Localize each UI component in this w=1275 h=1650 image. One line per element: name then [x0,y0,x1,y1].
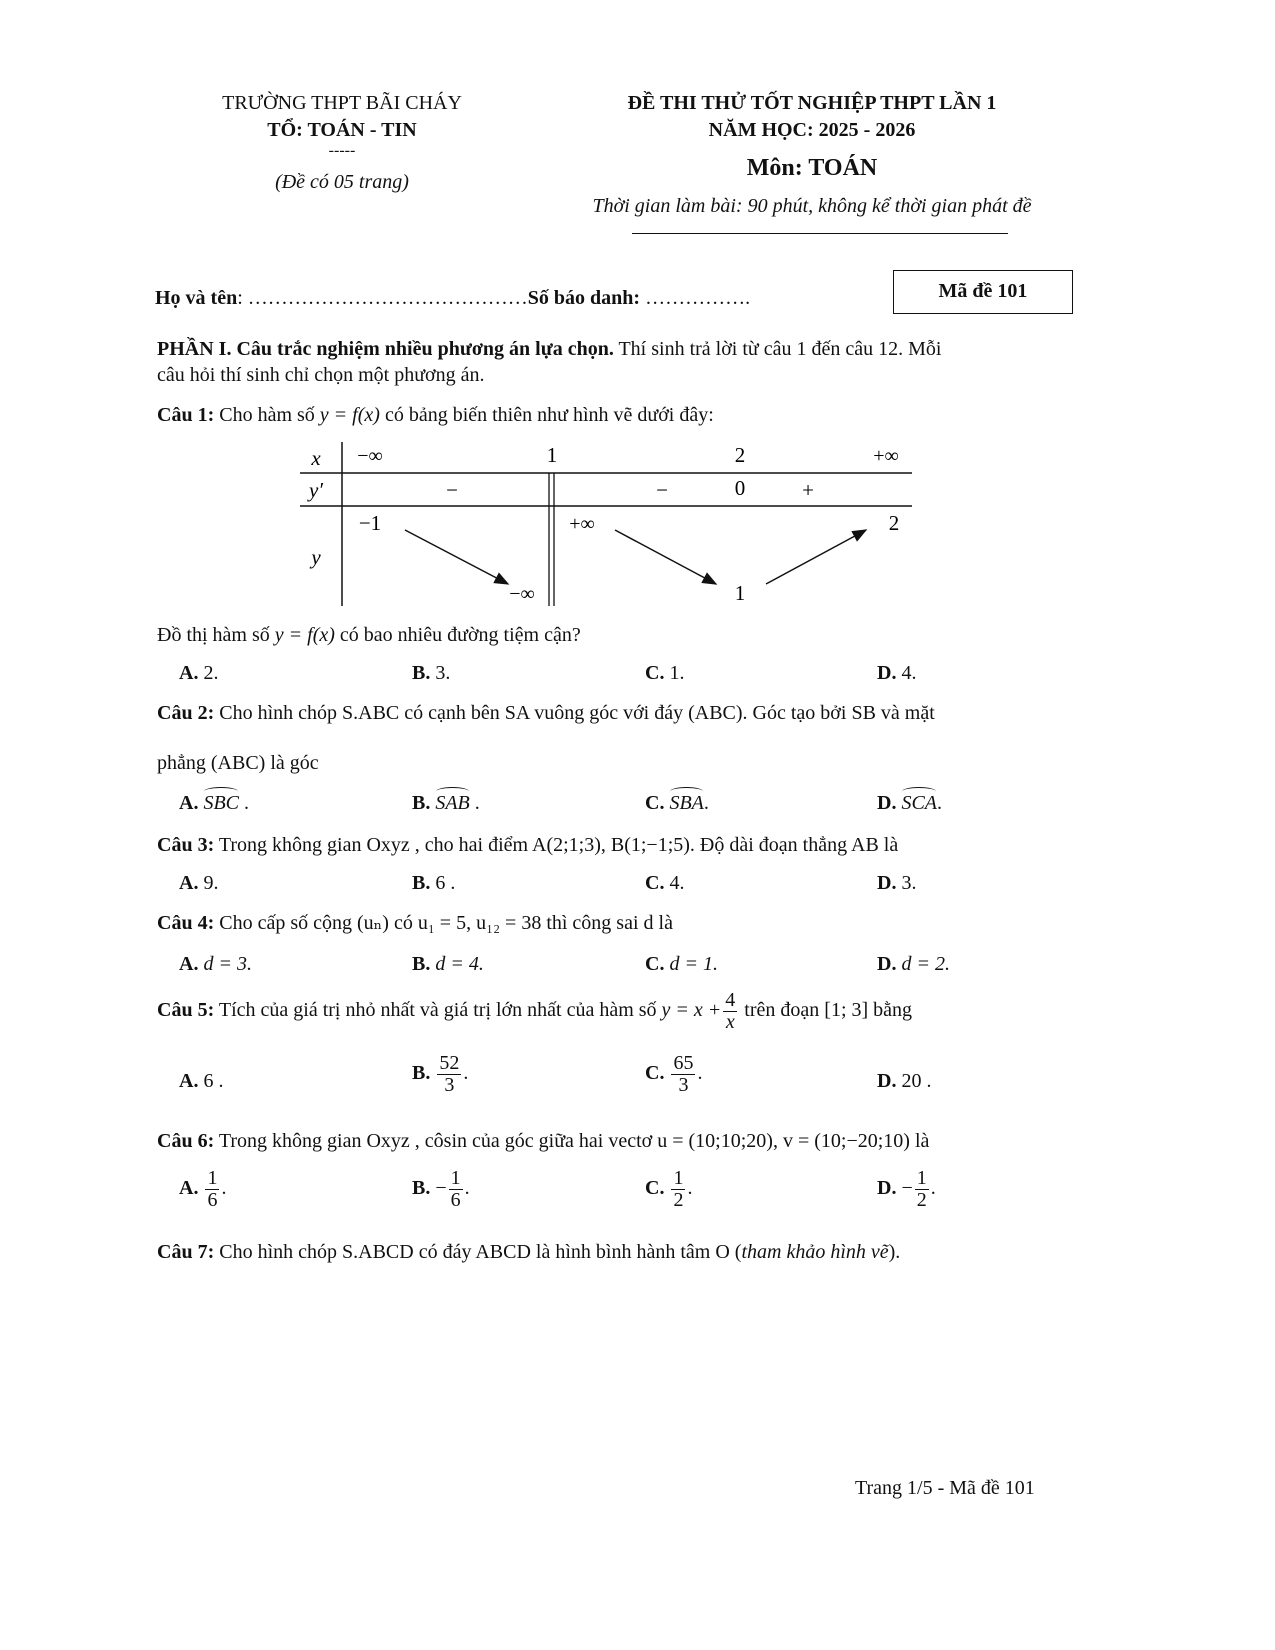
q5-fraction: $\frac{4}{x}$ [725,989,736,1033]
x-value: −∞ [357,445,383,467]
q1-text-2: có bảng biến thiên như hình vẽ dưới đây: [379,404,714,426]
q4-option-c[interactable]: C. d = 1. [645,953,718,975]
q2-option-b[interactable]: B. SAB . [412,792,480,814]
q5-option-d[interactable]: D. 20 . [877,1070,932,1092]
q6-text: Trong không gian Oxyz , côsin của góc giữa hai vectơ u = (10;10;20), v = (10;−20;10) là [214,1130,930,1152]
q5-interval: [1; 3] [824,999,869,1022]
y-value: 1 [734,581,746,605]
y-value: 2 [888,511,900,535]
yprime-sign: + [802,478,814,502]
q1-follow-up [157,624,581,647]
q6-option-a[interactable]: A. $\frac{1}{6}$ . [179,1167,227,1211]
name-dots: : …………………………………… [237,287,528,309]
q4-option-a[interactable]: A. d = 3. [179,953,252,975]
q5-text-3: bằng [868,999,913,1022]
name-label: Họ và tên [155,287,238,309]
pages-note: (Đề có 05 trang) [275,171,409,193]
question-7 [157,1241,900,1264]
x-value: 1 [546,443,558,467]
q1-label: Câu 1: [157,404,215,426]
question-1 [157,404,714,427]
yprime-zero: 0 [734,476,746,500]
question-5 [157,990,912,1033]
q5-option-c[interactable]: C. $\frac{65}{3}$ . [645,1052,703,1096]
q1-formula: y = f(x) [319,404,380,426]
row-label-yprime: y′ [309,478,323,502]
q5-text-2: trên đoạn [739,999,825,1022]
q2-option-a[interactable]: A. SBC . [179,792,250,814]
y-value: −1 [358,511,382,535]
x-value: 2 [734,443,746,467]
q1-option-c[interactable]: C. 1. [645,662,685,684]
q7-text: Cho hình chóp S.ABCD có đáy ABCD là hình bình hành tâm O ( [214,1241,742,1263]
q5-label: Câu 5: [157,999,215,1022]
y-value: −∞ [509,583,535,605]
question-4 [157,910,673,935]
candidate-info [155,287,750,310]
q3-label: Câu 3: [157,834,215,856]
yprime-sign: − [446,478,458,502]
q5-text: Tích của giá trị nhỏ nhất và giá trị lớn nhất của hàm số [214,999,662,1022]
question-2 [157,702,935,725]
row-label-x: x [311,446,321,470]
page-footer: Trang 1/5 - Mã đề 101 [855,1477,1035,1499]
q2-option-d[interactable]: D. SCA. [877,792,943,814]
y-value: +∞ [569,513,595,535]
q2-text: Cho hình chóp S.ABC có cạnh bên SA vuông góc với đáy (ABC). Góc tạo bởi SB và mặt [214,702,935,724]
school-year: NĂM HỌC: 2025 - 2026 [708,119,916,141]
q3-option-b[interactable]: B. 6 . [412,872,456,894]
q7-label: Câu 7: [157,1241,215,1263]
q4-option-d[interactable]: D. d = 2. [877,953,950,975]
q4-text: Cho cấp số cộng (uₙ) có u₁ = 5, u₁₂ = 38 thì công sai d là [214,912,673,934]
q6-option-b[interactable]: B. − $\frac{1}{6}$ . [412,1167,470,1211]
x-value: +∞ [873,445,899,467]
decrease-arrow-2 [615,530,716,584]
q1-option-d[interactable]: D. 4. [877,662,917,684]
q2-option-c[interactable]: C. SBA. [645,792,709,814]
q3-text: Trong không gian Oxyz , cho hai điểm A(2;1;3), B(1;−1;5). Độ dài đoạn thẳng AB là [214,834,899,856]
q3-option-a[interactable]: A. 9. [179,872,219,894]
q6-option-d[interactable]: D. − $\frac{1}{2}$ . [877,1167,936,1211]
q2-text-2: phẳng (ABC) là góc [157,752,319,774]
q3-option-c[interactable]: C. 4. [645,872,685,894]
school-name: TRƯỜNG THPT BÃI CHÁY [222,92,462,114]
q1-follow-text-2: có bao nhiêu đường tiệm cận? [334,624,581,646]
part1-instruction-2: câu hỏi thí sinh chỉ chọn một phương án. [157,364,485,386]
subject: Môn: TOÁN [746,155,878,181]
q6-label: Câu 6: [157,1130,215,1152]
q2-label: Câu 2: [157,702,215,724]
row-label-y: y [311,545,321,569]
q6-option-c[interactable]: C. $\frac{1}{2}$ . [645,1167,693,1211]
q4-label: Câu 4: [157,912,215,934]
variation-table [290,440,920,610]
q4-option-b[interactable]: B. d = 4. [412,953,484,975]
header-underline [632,233,1008,234]
question-6 [157,1130,929,1153]
q7-note: tham khảo hình vẽ [741,1241,889,1263]
part1-title: PHẦN I. Câu trắc nghiệm nhiều phương án lựa chọn. [157,338,614,360]
q1-option-b[interactable]: B. 3. [412,662,451,684]
q1-text: Cho hàm số [214,404,320,426]
id-label: Số báo danh: [527,287,641,309]
decrease-arrow-1 [405,530,508,584]
increase-arrow [766,530,866,584]
q7-text-2: ). [888,1241,901,1263]
q5-option-a[interactable]: A. 6 . [179,1070,224,1092]
q3-option-d[interactable]: D. 3. [877,872,917,894]
exam-code-box: Mã đề 101 [893,270,1073,314]
time-note: Thời gian làm bài: 90 phút, không kể thời gian phát đề [592,195,1032,217]
exam-title: ĐỀ THI THỬ TỐT NGHIỆP THPT LẦN 1 [627,92,997,114]
q1-option-a[interactable]: A. 2. [179,662,219,684]
id-dots: ……………. [640,287,751,309]
q5-option-b[interactable]: B. $\frac{52}{3}$ . [412,1052,469,1096]
q1-follow-text: Đồ thị hàm số [157,624,275,646]
q1-follow-formula: y = f(x) [274,624,335,646]
yprime-sign: − [656,478,668,502]
question-3 [157,834,898,857]
part1-instruction: Thí sinh trả lời từ câu 1 đến câu 12. Mỗi [613,338,942,360]
q5-formula: y = x + [661,999,722,1022]
department: TỔ: TOÁN - TIN [267,119,417,141]
part1-line1 [157,338,941,361]
header-dashes: ----- [328,142,356,159]
